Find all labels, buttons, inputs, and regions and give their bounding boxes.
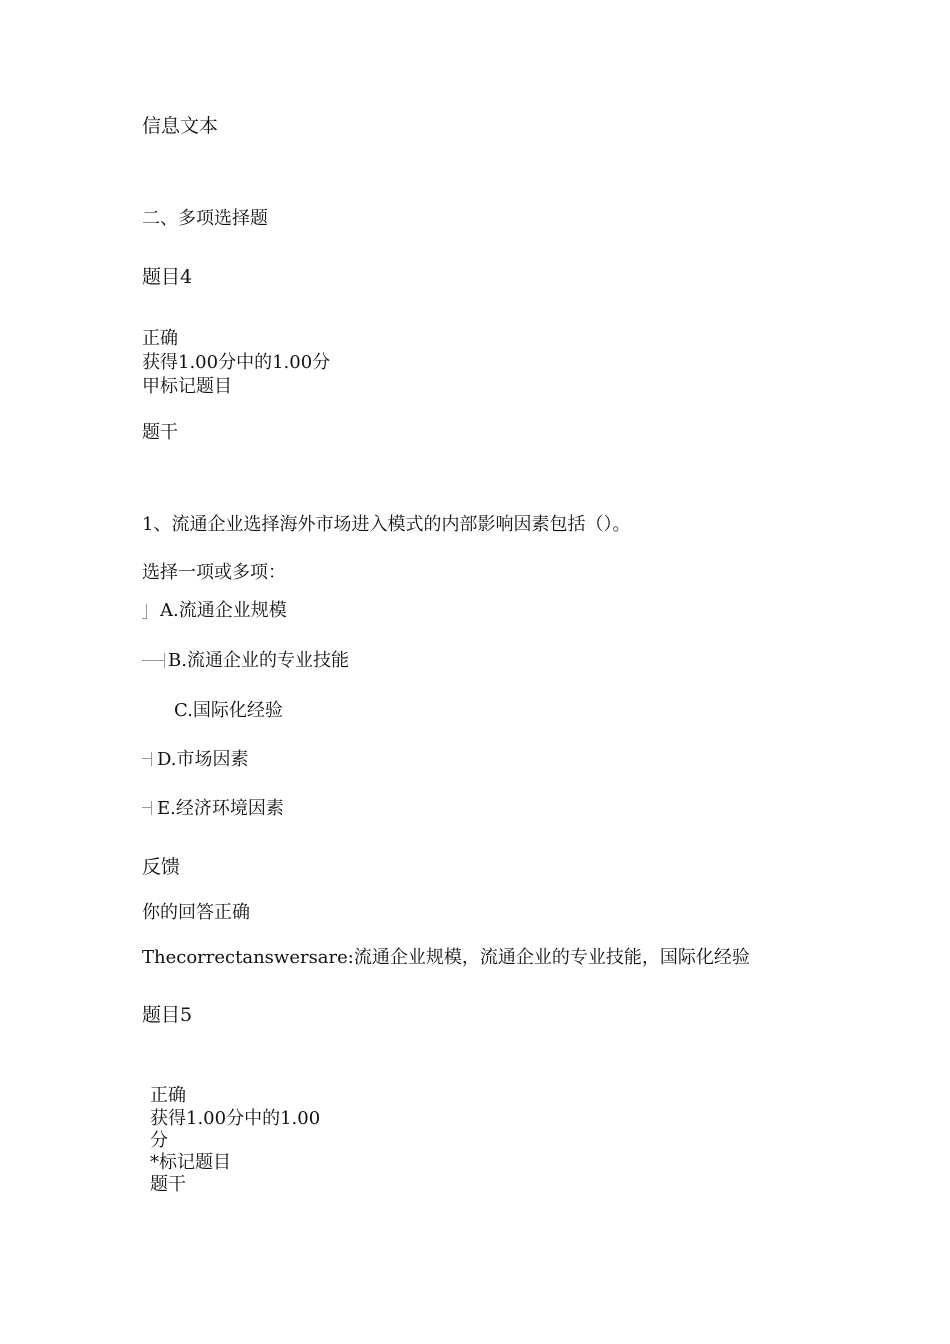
option-d-label: D.市场因素 <box>157 749 249 770</box>
question-5-score: 获得1.00分中的1.00 <box>150 1108 321 1129</box>
question-4-text: 1、流通企业选择海外市场进入模式的内部影响因素包括（）。 <box>142 514 631 535</box>
question-4-instruction: 选择一项或多项： <box>142 562 286 583</box>
checkbox-mark <box>151 801 152 815</box>
question-5-status: 正确 <box>150 1085 186 1106</box>
option-c-label: C.国际化经验 <box>174 700 283 721</box>
checkbox-mark <box>151 752 152 766</box>
option-a-label: A.流通企业规模 <box>160 600 287 621</box>
question-4-flag[interactable]: 甲标记题目 <box>142 376 232 397</box>
question-5-stem-label: 题干 <box>150 1174 186 1195</box>
question-4-status: 正确 <box>142 328 178 349</box>
info-text: 信息文本 <box>142 115 219 137</box>
question-4-stem-label: 题干 <box>142 422 178 443</box>
option-b-label: B.流通企业的专业技能 <box>168 650 349 671</box>
checkbox-mark <box>164 653 165 668</box>
feedback-label: 反馈 <box>142 856 181 878</box>
question-5-flag[interactable]: *标记题目 <box>150 1152 231 1173</box>
option-e-label: E.经济环境因素 <box>157 798 284 819</box>
section-title: 二、多项选择题 <box>142 208 268 229</box>
checkbox-mark <box>142 758 151 759</box>
checkbox-mark <box>142 618 147 619</box>
checkbox-mark <box>142 660 164 661</box>
question-4-score: 获得1.00分中的1.00分 <box>142 352 331 373</box>
checkbox-mark <box>146 604 147 618</box>
correct-answers: Thecorrectanswersare:流通企业规模，流通企业的专业技能，国际化经验 <box>142 947 750 968</box>
feedback-result: 你的回答正确 <box>142 902 250 923</box>
question-4-title: 题目4 <box>142 266 193 288</box>
question-5-score-unit: 分 <box>150 1130 168 1151</box>
question-5-title: 题目5 <box>142 1004 193 1026</box>
checkbox-mark <box>142 807 151 808</box>
